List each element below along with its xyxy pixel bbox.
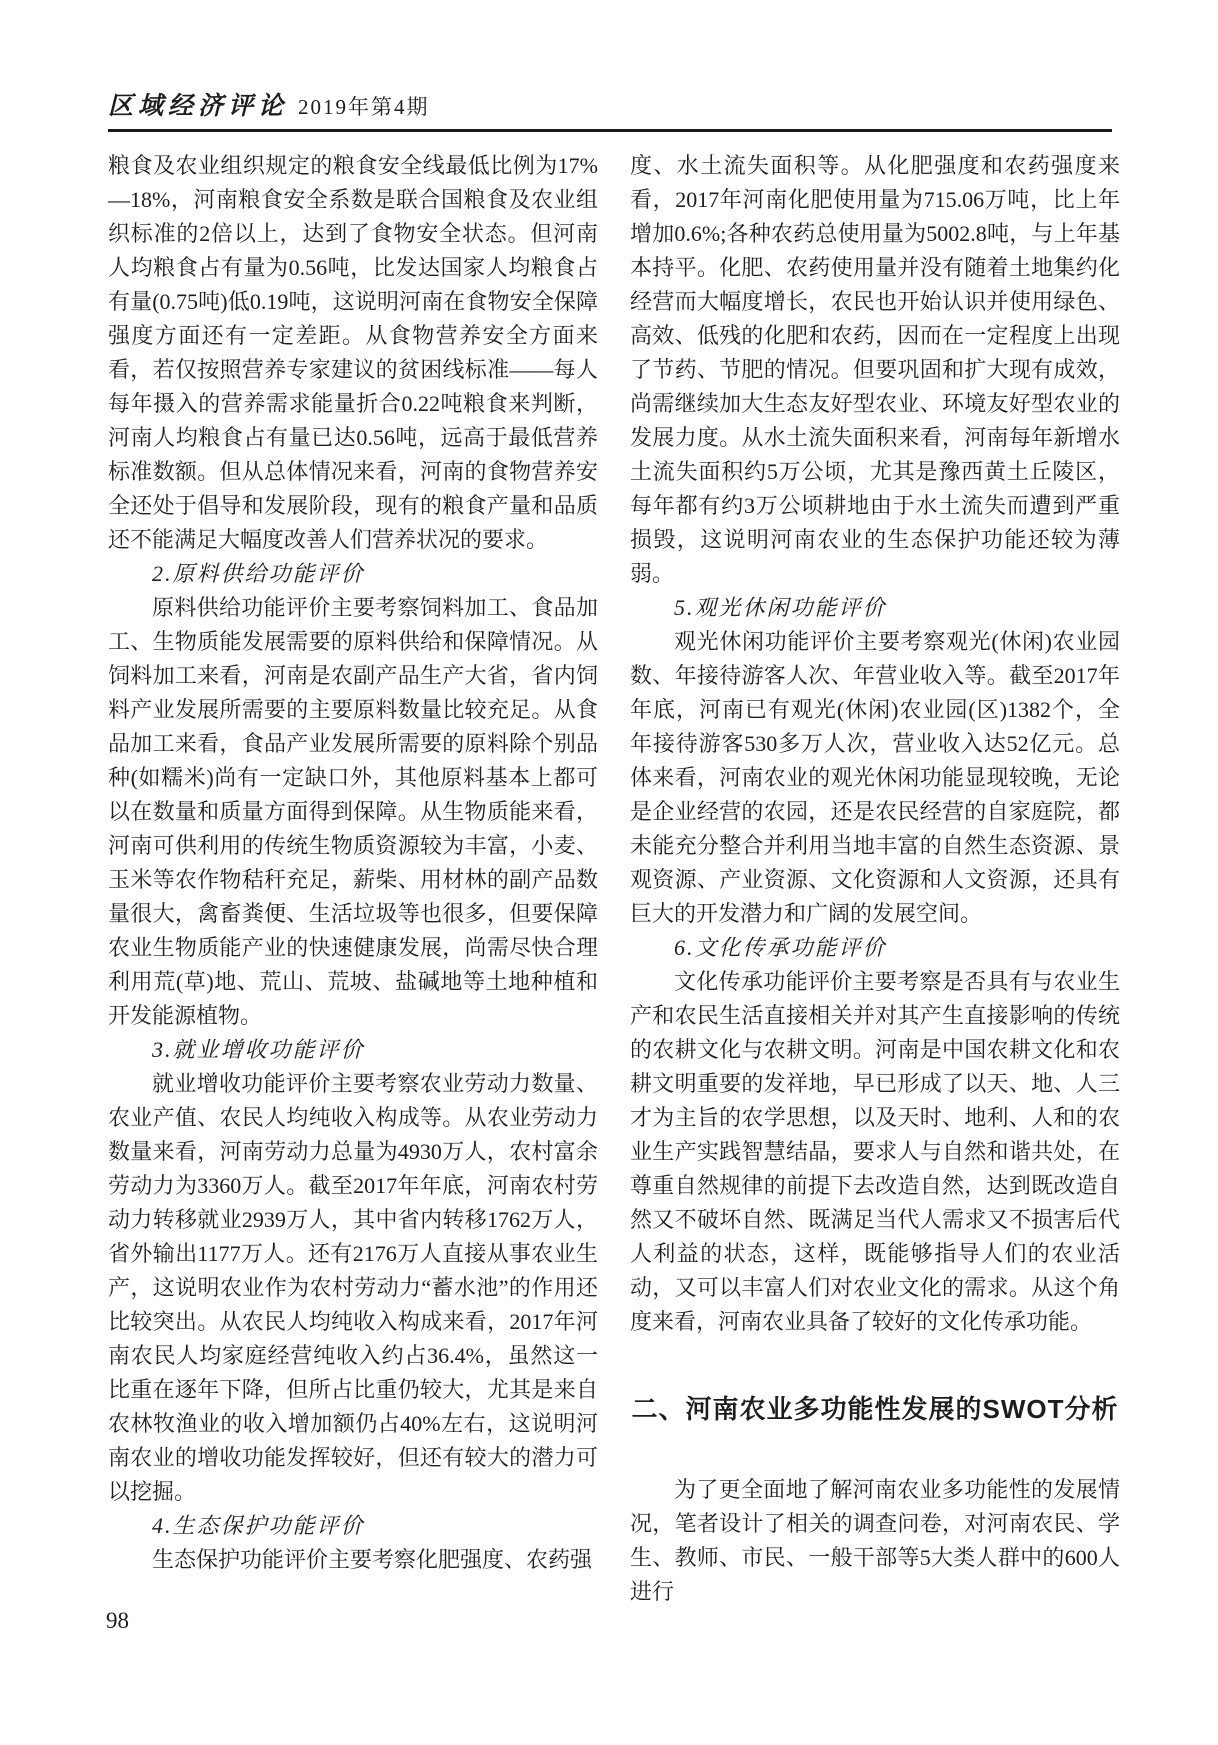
- paragraph-raw-material-supply: 原料供给功能评价主要考察饲料加工、食品加工、生物质能发展需要的原料供给和保障情况。从饲料加工来看，河南是农副产品生产大省，省内饲料产业发展所需要的主要原料数量比较充足。从食品加工来看，食品产业发展所需要的原料除个别品种(如糯米)尚有一定缺口外，其他原料基本上都可以在数量和质量方面得到保障。从生物质能来看，河南可供利用的传统生物质资源较为丰富，小麦、玉米等农作物秸秆充足，薪柴、用材林的副产品数量很大，禽畜粪便、生活垃圾等也很多，但要保障农业生物质能产业的快速健康发展，尚需尽快合理利用荒(草)地、荒山、荒坡、盐碱地等土地种植和开发能源植物。: [108, 595, 598, 1028]
- journal-title: 区域经济评论: [108, 93, 289, 120]
- section-heading-swot: 二、河南农业多功能性发展的SWOT分析: [631, 1394, 1119, 1424]
- issue-label: 2019年第4期: [298, 95, 430, 119]
- subsection-heading-3: 3.就业增收功能评价: [152, 1037, 365, 1062]
- paragraph-survey-intro: 为了更全面地了解河南农业多功能性的发展情况，笔者设计了相关的调查问卷，对河南农民、学生、教师、市民、一般干部等5大类人群中的600人进行: [630, 1477, 1120, 1604]
- page-header: [108, 86, 430, 122]
- paragraph-ecological-protection-continued: 度、水土流失面积等。从化肥强度和农药强度来看，2017年河南化肥使用量为715.06万吨，比上年增加0.6%;各种农药总使用量为5002.8吨，与上年基本持平。化肥、农药使用量并没有随着土地集约化经营而大幅度增长，农民也开始认识并使用绿色、高效、低残的化肥和农药，因而在一定程度上出现了节药、节肥的情况。但要巩固和扩大现有成效，尚需继续加大生态友好型农业、环境友好型农业的发展力度。从水土流失面积来看，河南每年新增水土流失面积约5万公顷，尤其是豫西黄土丘陵区，每年都有约3万公顷耕地由于水土流失而遭到严重损毁，这说明河南农业的生态保护功能还较为薄弱。: [630, 153, 1120, 586]
- subsection-heading-4: 4.生态保护功能评价: [152, 1513, 365, 1538]
- text-columns: [108, 149, 1120, 1609]
- paragraph-sightseeing-leisure: 观光休闲功能评价主要考察观光(休闲)农业园数、年接待游客人次、年营业收入等。截至2017年年底，河南已有观光(休闲)农业园(区)1382个，全年接待游客530多万人次，营业收入达52亿元。总体来看，河南农业的观光休闲功能显现较晚，无论是企业经营的农园，还是农民经营的自家庭院，都未能充分整合并利用当地丰富的自然生态资源、景观资源、产业资源、文化资源和人文资源，还具有巨大的开发潜力和广阔的发展空间。: [630, 629, 1120, 926]
- paragraph-ecological-protection-start: 生态保护功能评价主要考察化肥强度、农药强: [152, 1547, 593, 1572]
- subsection-heading-6: 6.文化传承功能评价: [674, 935, 887, 960]
- subsection-heading-2: 2.原料供给功能评价: [152, 561, 365, 586]
- left-column: [108, 149, 598, 1609]
- right-column: [630, 149, 1120, 1609]
- page-number: 98: [106, 1608, 129, 1633]
- paragraph-employment-income: 就业增收功能评价主要考察农业劳动力数量、农业产值、农民人均纯收入构成等。从农业劳动力数量来看，河南劳动力总量为4930万人，农村富余劳动力为3360万人。截至2017年年底，河南农村劳动力转移就业2939万人，其中省内转移1762万人，省外输出1177万人。还有2176万人直接从事农业生产，这说明农业作为农村劳动力“蓄水池”的作用还比较突出。从农民人均纯收入构成来看，2017年河南农民人均家庭经营纯收入约占36.4%，虽然这一比重在逐年下降，但所占比重仍较大，尤其是来自农林牧渔业的收入增加额仍占40%左右，这说明河南农业的增收功能发挥较好，但还有较大的潜力可以挖掘。: [108, 1071, 598, 1504]
- header-rule: [108, 129, 1112, 132]
- paragraph-cultural-heritage: 文化传承功能评价主要考察是否具有与农业生产和农民生活直接相关并对其产生直接影响的传统的农耕文化与农耕文明。河南是中国农耕文化和农耕文明重要的发祥地，早已形成了以天、地、人三才为主旨的农学思想，以及天时、地利、人和的农业生产实践智慧结晶，要求人与自然和谐共处，在尊重自然规律的前提下去改造自然，达到既改造自然又不破坏自然、既满足当代人需求又不损害后代人利益的状态，这样，既能够指导人们的农业活动，又可以丰富人们对农业文化的需求。从这个角度来看，河南农业具备了较好的文化传承功能。: [630, 969, 1120, 1334]
- subsection-heading-5: 5.观光休闲功能评价: [674, 595, 887, 620]
- paragraph-food-security-continued: 粮食及农业组织规定的粮食安全线最低比例为17%—18%，河南粮食安全系数是联合国粮食及农业组织标准的2倍以上，达到了食物安全状态。但河南人均粮食占有量为0.56吨，比发达国家人均粮食占有量(0.75吨)低0.19吨，这说明河南在食物安全保障强度方面还有一定差距。从食物营养安全方面来看，若仅按照营养专家建议的贫困线标准——每人每年摄入的营养需求能量折合0.22吨粮食来判断，河南人均粮食占有量已达0.56吨，远高于最低营养标准数额。但从总体情况来看，河南的食物营养安全还处于倡导和发展阶段，现有的粮食产量和品质还不能满足大幅度改善人们营养状况的要求。: [108, 153, 598, 552]
